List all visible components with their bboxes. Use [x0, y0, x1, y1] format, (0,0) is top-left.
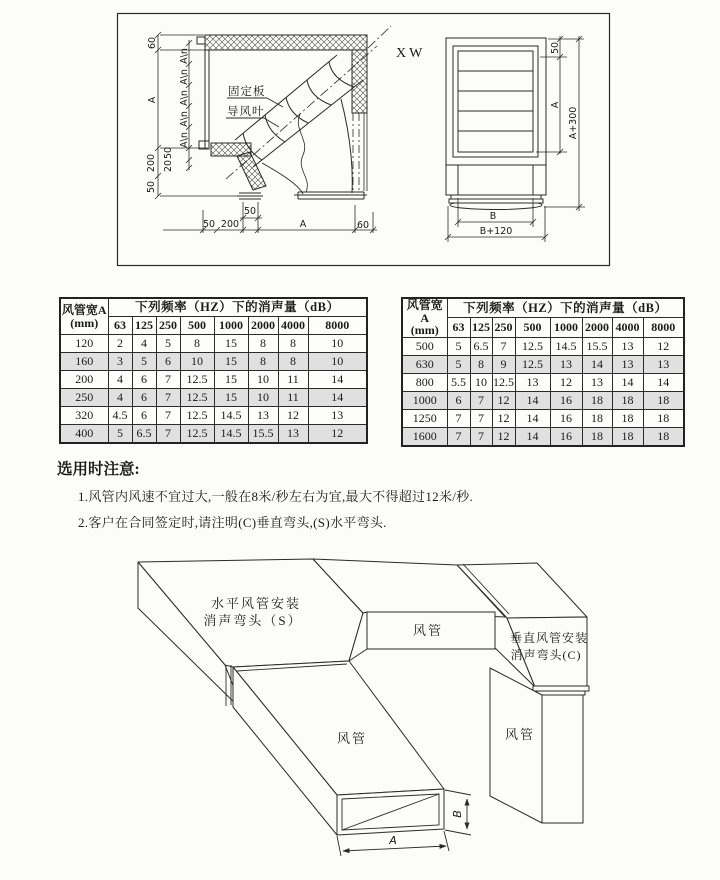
duct-width-cell: 1250: [402, 409, 447, 427]
attenuation-value-cell: 6.5: [470, 337, 492, 355]
attenuation-value-cell: 12: [492, 427, 515, 446]
dim-front-A300: A+300: [568, 106, 579, 140]
table-title: 下列频率（HZ）下的消声量（dB）: [108, 298, 367, 317]
attenuation-value-cell: 12: [492, 409, 515, 427]
attenuation-value-cell: 10: [308, 353, 367, 371]
vertical-duct-label: 风管: [504, 727, 536, 742]
inlet-angled-wall-hatched: [237, 152, 266, 190]
attenuation-value-cell: 14: [582, 355, 612, 373]
attenuation-value-cell: 14.5: [550, 337, 582, 355]
attenuation-value-cell: 12.5: [180, 407, 214, 425]
freq-col: 8000: [308, 317, 367, 335]
air-path-curve-left: [262, 163, 303, 194]
attenuation-value-cell: 11: [278, 371, 308, 389]
attenuation-value-cell: 18: [582, 427, 612, 446]
attenuation-value-cell: 7: [156, 407, 180, 425]
c-elbow-flange-2: [537, 691, 585, 695]
attenuation-value-cell: 15: [214, 353, 248, 371]
attenuation-value-cell: 18: [612, 409, 643, 427]
right-wall-hatched: [352, 50, 367, 113]
elbow-front-view: [446, 38, 546, 210]
attenuation-value-cell: 13: [248, 407, 278, 425]
horizontal-duct-label: 风管: [412, 623, 444, 638]
attenuation-value-cell: 10: [180, 353, 214, 371]
attenuation-value-cell: 13: [278, 425, 308, 444]
attenuation-value-cell: 7: [156, 371, 180, 389]
attenuation-value-cell: 12: [550, 373, 582, 391]
attenuation-value-cell: 15.5: [582, 337, 612, 355]
dim-front-B120: B+120: [479, 226, 513, 237]
dim-bottom-50: 50: [202, 219, 216, 230]
attenuation-value-cell: 12.5: [515, 337, 550, 355]
attenuation-value-cell: 10: [308, 335, 367, 353]
duct-width-cell: 120: [60, 335, 108, 353]
attenuation-value-cell: 15: [214, 389, 248, 407]
attenuation-value-cell: 8: [248, 353, 278, 371]
table-row: [60, 335, 367, 353]
freq-col: 125: [132, 317, 156, 335]
attenuation-value-cell: 13: [582, 373, 612, 391]
note-item-1: 1.风管内风速不宜过大,一般在8米/秒左右为宜,最大不得超过12米/秒.: [78, 489, 474, 504]
attenuation-value-cell: 7: [470, 409, 492, 427]
attenuation-value-cell: 14: [515, 427, 550, 446]
bottom-flange-plate-2: [449, 199, 543, 203]
attenuation-value-cell: 12.5: [492, 373, 515, 391]
vane-pitch-label: A\n: [179, 132, 190, 148]
attenuation-value-cell: 14: [612, 373, 643, 391]
attenuation-value-cell: 6: [447, 391, 470, 409]
fixed-plate-label: 固定板: [228, 86, 266, 98]
attenuation-value-cell: 7: [470, 427, 492, 446]
attenuation-value-cell: 12: [278, 407, 308, 425]
notes-heading: 选用时注意:: [57, 461, 140, 478]
attenuation-value-cell: 4: [108, 371, 132, 389]
attenuation-value-cell: 12.5: [180, 425, 214, 444]
attenuation-value-cell: 14.5: [214, 407, 248, 425]
duct-width-cell: 500: [402, 337, 447, 355]
attenuation-value-cell: 4: [132, 335, 156, 353]
s-elbow-label-line2: 消声弯头（S）: [203, 613, 303, 628]
iso-dim-B: B: [451, 810, 464, 818]
duct-width-cell: 320: [60, 407, 108, 425]
table-row: [402, 355, 684, 373]
freq-col: 1000: [214, 317, 248, 335]
dim-front-50: 50: [550, 41, 561, 55]
corner-extension-line: [368, 26, 391, 48]
freq-col: 250: [492, 318, 515, 337]
table-row: [402, 337, 684, 355]
dim-small-20: 20: [163, 159, 174, 173]
attenuation-table-right: [401, 297, 685, 447]
duct-width-cell: 1000: [402, 391, 447, 409]
attenuation-value-cell: 8: [470, 355, 492, 373]
attenuation-value-cell: 18: [643, 409, 684, 427]
table-title: 下列频率（HZ）下的消声量（dB）: [447, 298, 684, 318]
attenuation-value-cell: 7: [447, 427, 470, 446]
attenuation-value-cell: 13: [612, 337, 643, 355]
attenuation-value-cell: 14: [308, 371, 367, 389]
attenuation-value-cell: 13: [308, 407, 367, 425]
vane-pitch-label: A\n: [179, 69, 190, 85]
dim-200: 200: [146, 153, 157, 173]
dim-front-B: B: [489, 211, 497, 222]
table-row: [402, 409, 684, 427]
attenuation-value-cell: 7: [447, 409, 470, 427]
attenuation-value-cell: 7: [470, 391, 492, 409]
dim-60: 60: [147, 36, 158, 50]
attenuation-value-cell: 7: [492, 337, 515, 355]
freq-col: 4000: [612, 318, 643, 337]
attenuation-value-cell: 13: [550, 355, 582, 373]
attenuation-value-cell: 18: [612, 391, 643, 409]
bottom-flange-plate-1: [451, 195, 541, 199]
attenuation-value-cell: 6: [156, 353, 180, 371]
vane-pitch-label: A\n: [179, 48, 190, 64]
attenuation-value-cell: 15: [214, 335, 248, 353]
freq-col: 2000: [582, 318, 612, 337]
iso-dim-A: A: [389, 834, 397, 847]
freq-col: 250: [156, 317, 180, 335]
table-row: [60, 389, 367, 407]
left-wall-top-tab: [197, 37, 205, 44]
dim-50: 50: [146, 180, 157, 194]
duct-width-cell: 400: [60, 425, 108, 444]
s-elbow-label-line1: 水平风管安装: [210, 596, 302, 611]
attenuation-value-cell: 16: [550, 409, 582, 427]
dim-small-50: 50: [163, 146, 174, 160]
installation-iso-drawing: [0, 545, 720, 880]
attenuation-value-cell: 14: [643, 373, 684, 391]
front-view-dimensions: [445, 36, 585, 242]
duct-width-cell: 800: [402, 373, 447, 391]
attenuation-value-cell: 8: [180, 335, 214, 353]
attenuation-value-cell: 14: [515, 391, 550, 409]
attenuation-value-cell: 5: [156, 335, 180, 353]
attenuation-table-left: [59, 297, 368, 444]
table-row: [402, 427, 684, 446]
row-header: 风管宽A (mm): [402, 298, 447, 337]
attenuation-value-cell: 5: [132, 353, 156, 371]
guide-vane-label: 导风叶: [227, 106, 265, 118]
top-drawing: [0, 0, 720, 292]
attenuation-value-cell: 12: [643, 337, 684, 355]
table-row: [60, 353, 367, 371]
air-path-curve-right: [341, 99, 352, 193]
attenuation-value-cell: 18: [582, 391, 612, 409]
attenuation-value-cell: 12: [492, 391, 515, 409]
dim-bottom-200: 200: [220, 219, 240, 230]
attenuation-value-cell: 11: [278, 389, 308, 407]
freq-col: 63: [108, 317, 132, 335]
vane-pitch-label: A\n: [179, 111, 190, 127]
vertical-duct-left-face: [490, 668, 542, 823]
attenuation-value-cell: 13: [643, 355, 684, 373]
attenuation-value-cell: 8: [248, 335, 278, 353]
louver-slats: [458, 71, 533, 131]
freq-col: 500: [515, 318, 550, 337]
dim-front-A: A: [550, 101, 561, 109]
attenuation-value-cell: 4.5: [108, 407, 132, 425]
attenuation-value-cell: 10: [248, 389, 278, 407]
duct-width-cell: 630: [402, 355, 447, 373]
dim-bottom-60: 60: [356, 220, 370, 231]
freq-col: 63: [447, 318, 470, 337]
table-row: [402, 373, 684, 391]
dim-bottom-A: A: [299, 219, 307, 230]
attenuation-value-cell: 14: [308, 389, 367, 407]
attenuation-value-cell: 18: [582, 409, 612, 427]
view-code-label: XW: [396, 46, 426, 61]
vertical-duct-front-face: [542, 695, 583, 823]
duct-width-cell: 1600: [402, 427, 447, 446]
attenuation-value-cell: 5: [108, 425, 132, 444]
attenuation-value-cell: 14.5: [214, 425, 248, 444]
freq-col: 500: [180, 317, 214, 335]
outlet-flange: [294, 192, 367, 199]
attenuation-value-cell: 18: [643, 427, 684, 446]
duct-width-cell: 250: [60, 389, 108, 407]
freq-col: 125: [470, 318, 492, 337]
table-row: [60, 425, 367, 444]
attenuation-value-cell: 12: [308, 425, 367, 444]
duct-width-cell: 200: [60, 371, 108, 389]
duct-width-cell: 160: [60, 353, 108, 371]
front-duct-label: 风管: [336, 731, 368, 746]
attenuation-value-cell: 13: [612, 355, 643, 373]
attenuation-value-cell: 7: [156, 425, 180, 444]
dim-bottom-50-top: 50: [243, 206, 257, 217]
attenuation-value-cell: 15: [214, 371, 248, 389]
attenuation-value-cell: 5: [447, 337, 470, 355]
attenuation-value-cell: 12.5: [515, 355, 550, 373]
vane-pitch-label: A\n: [179, 90, 190, 106]
c-elbow-label-line1: 垂直风管安装: [509, 631, 589, 645]
c-elbow-flange-1: [533, 686, 589, 691]
attenuation-value-cell: 13: [515, 373, 550, 391]
inlet-flange: [237, 193, 263, 199]
attenuation-value-cell: 6.5: [132, 425, 156, 444]
attenuation-value-cell: 14: [515, 409, 550, 427]
attenuation-value-cell: 8: [278, 335, 308, 353]
attenuation-value-cell: 5: [447, 355, 470, 373]
attenuation-value-cell: 9: [492, 355, 515, 373]
attenuation-value-cell: 18: [612, 427, 643, 446]
attenuation-value-cell: 2: [108, 335, 132, 353]
attenuation-value-cell: 5.5: [447, 373, 470, 391]
dim-A-vert: A: [147, 96, 158, 104]
freq-col: 2000: [248, 317, 278, 335]
attenuation-value-cell: 7: [156, 389, 180, 407]
attenuation-value-cell: 18: [643, 391, 684, 409]
top-wall-hatched: [205, 35, 367, 50]
row-header: 风管宽A (mm): [60, 298, 108, 335]
note-item-2: 2.客户在合同签定时,请注明(C)垂直弯头,(S)水平弯头.: [78, 515, 387, 530]
table-row: [60, 371, 367, 389]
attenuation-value-cell: 4: [108, 389, 132, 407]
attenuation-value-cell: 6: [132, 371, 156, 389]
table-row: [402, 391, 684, 409]
attenuation-value-cell: 12.5: [180, 389, 214, 407]
attenuation-value-cell: 8: [278, 353, 308, 371]
attenuation-value-cell: 16: [550, 391, 582, 409]
attenuation-value-cell: 10: [248, 371, 278, 389]
section-dimension-labels: [146, 37, 369, 231]
c-elbow-label-line2: 消声弯头(C): [510, 648, 582, 662]
attenuation-value-cell: 6: [132, 389, 156, 407]
freq-col: 1000: [550, 318, 582, 337]
attenuation-value-cell: 15.5: [248, 425, 278, 444]
table-row: [60, 407, 367, 425]
freq-col: 8000: [643, 318, 684, 337]
attenuation-value-cell: 6: [132, 407, 156, 425]
attenuation-value-cell: 12.5: [180, 371, 214, 389]
attenuation-value-cell: 16: [550, 427, 582, 446]
freq-col: 4000: [278, 317, 308, 335]
attenuation-value-cell: 10: [470, 373, 492, 391]
attenuation-value-cell: 3: [108, 353, 132, 371]
